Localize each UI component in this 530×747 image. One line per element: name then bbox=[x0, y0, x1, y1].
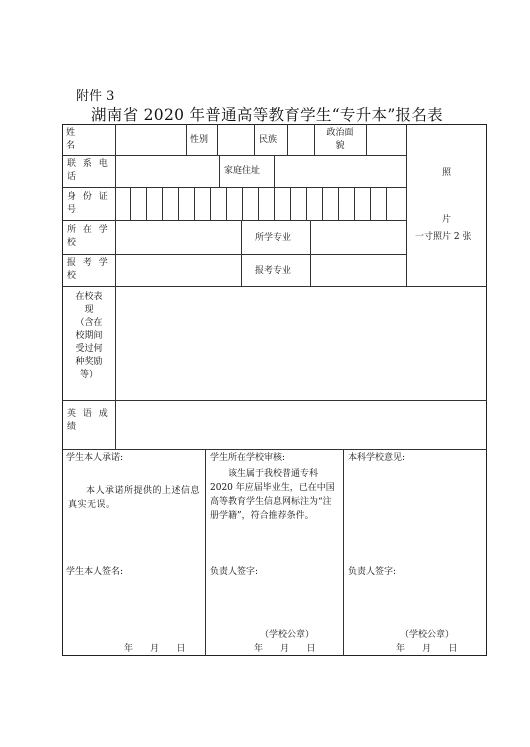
school-review-date: 年 月 日 bbox=[254, 644, 316, 654]
col-line bbox=[219, 155, 220, 187]
id-digit-line bbox=[306, 187, 307, 220]
col-line bbox=[217, 124, 218, 155]
label-apply-school: 报 考 学 校 bbox=[67, 258, 110, 281]
photo-label: 片 bbox=[442, 215, 452, 225]
col-line bbox=[287, 124, 288, 155]
col-line bbox=[343, 449, 344, 656]
col-line bbox=[205, 449, 206, 656]
pledge-title: 学生本人承诺: bbox=[66, 453, 124, 463]
form-title: 湖南省 2020 年普通高等教育学生“专升本”报名表 bbox=[91, 106, 443, 124]
label-home-address: 家庭住址 bbox=[224, 166, 261, 176]
row-line bbox=[62, 155, 407, 156]
photo-label: 照 bbox=[442, 168, 452, 178]
col-line bbox=[406, 124, 407, 286]
school-review-body: 该生属于我校普通专科 2020 年应届毕业生，已在中国高等教育学生信息网标注为“注册学籍”，符合推荐条件。 bbox=[210, 469, 335, 521]
col-line bbox=[186, 124, 187, 155]
label-current-school: 所 在 学 校 bbox=[67, 225, 110, 248]
undergrad-date: 年 月 日 bbox=[396, 644, 458, 654]
id-digit-line bbox=[386, 187, 387, 220]
school-review-title: 学生所在学校审核: bbox=[210, 453, 286, 463]
id-digit-line bbox=[338, 187, 339, 220]
pledge-body: 本人承诺所提供的上述信息真实无误。 bbox=[68, 486, 201, 510]
id-digit-line bbox=[194, 187, 195, 220]
row-line bbox=[62, 286, 487, 287]
attachment-label: 附件 3 bbox=[76, 89, 115, 104]
photo-note: 一寸照片 2 张 bbox=[415, 232, 472, 242]
label-id-number: 身 份 证 号 bbox=[67, 192, 110, 215]
id-digit-line bbox=[322, 187, 323, 220]
col-line bbox=[115, 124, 116, 449]
label-english-score: 英 语 成 绩 bbox=[67, 409, 110, 432]
id-digit-line bbox=[354, 187, 355, 220]
row-line bbox=[62, 254, 407, 255]
label-name: 姓 名 bbox=[66, 128, 76, 151]
row-line bbox=[62, 187, 407, 188]
col-line bbox=[314, 124, 315, 155]
undergrad-opinion-title: 本科学校意见: bbox=[348, 453, 406, 463]
label-apply-major: 报考专业 bbox=[255, 266, 292, 276]
id-digit-line bbox=[210, 187, 211, 220]
pledge-date: 年 月 日 bbox=[124, 644, 186, 654]
col-line bbox=[241, 220, 242, 286]
col-line bbox=[310, 220, 311, 286]
id-digit-line bbox=[242, 187, 243, 220]
school-review-seal: （学校公章） bbox=[260, 630, 315, 640]
label-contact-phone: 联 系 电 话 bbox=[67, 159, 110, 182]
id-digit-line bbox=[178, 187, 179, 220]
label-gender: 性别 bbox=[190, 135, 209, 145]
pledge-signature-label: 学生本人签名: bbox=[66, 567, 124, 577]
row-line bbox=[62, 449, 487, 450]
undergrad-signature-label: 负责人签字: bbox=[348, 567, 397, 577]
col-line bbox=[366, 124, 367, 155]
row-line bbox=[62, 220, 407, 221]
school-review-signature-label: 负责人签字: bbox=[210, 567, 259, 577]
col-line bbox=[274, 155, 275, 187]
id-digit-line bbox=[162, 187, 163, 220]
id-digit-line bbox=[226, 187, 227, 220]
id-digit-line bbox=[258, 187, 259, 220]
id-digit-line bbox=[146, 187, 147, 220]
id-digit-line bbox=[370, 187, 371, 220]
label-political-status: 政治面 貌 bbox=[326, 128, 354, 151]
row-line bbox=[62, 400, 487, 401]
id-digit-line bbox=[290, 187, 291, 220]
undergrad-seal: （学校公章） bbox=[400, 630, 455, 640]
label-major: 所学专业 bbox=[255, 233, 292, 243]
col-line bbox=[254, 124, 255, 155]
label-performance: 在校表 现 （含在 校期间 受过何 种奖励 等） bbox=[75, 292, 103, 380]
label-ethnicity: 民族 bbox=[259, 135, 278, 145]
id-digit-line bbox=[274, 187, 275, 220]
id-digit-line bbox=[130, 187, 131, 220]
